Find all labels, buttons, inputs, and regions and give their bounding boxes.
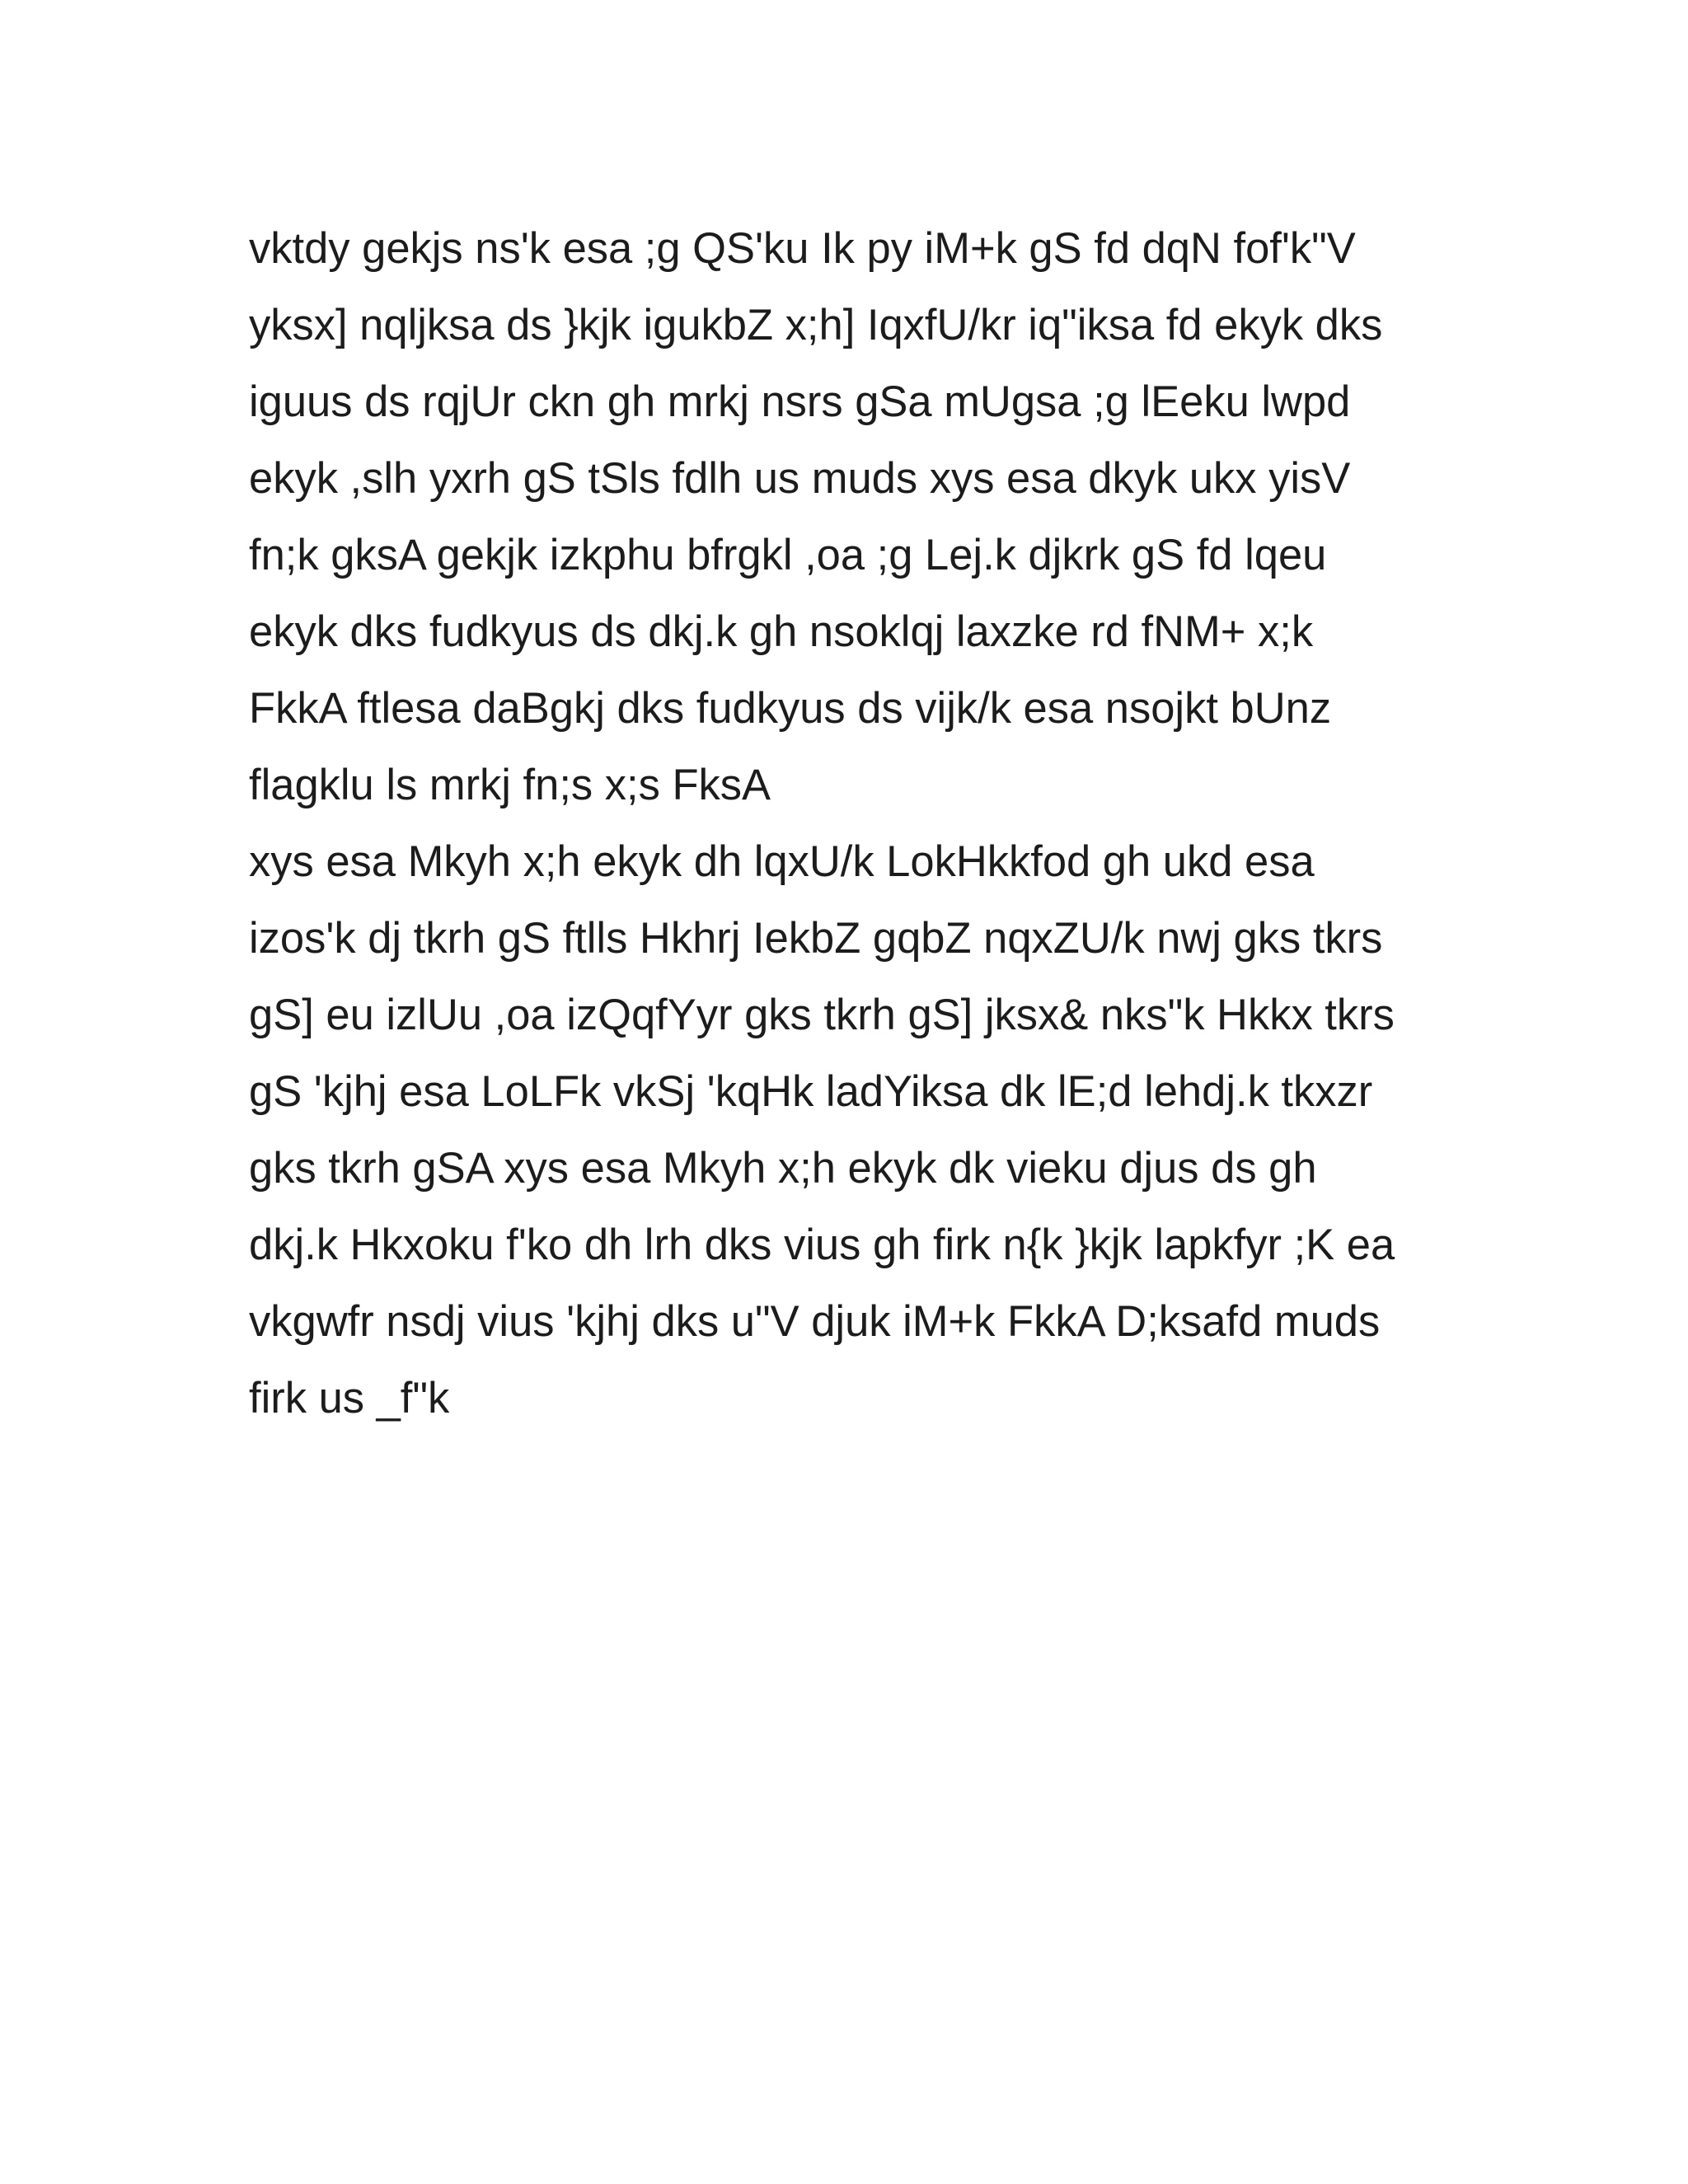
text-line-1: vktdy gekjs ns'k esa ;g QS'ku Ik py iM+k gS fd dqN fof'k"V xyxy=(249,224,1356,273)
text-line-10: izos'k dj tkrh gS ftlls Hkhrj IekbZ gqbZ nqxZU/k nwj gks tkrs xyxy=(249,914,1383,963)
text-line-15: vkgwfr nsdj vius 'kjhj dks u"V djuk iM+k FkkA D;ksafd muds xyxy=(249,1297,1381,1346)
text-line-4: ekyk ,slh yxrh gS tSls fdlh us muds xys esa dkyk ukx yisV xyxy=(249,454,1351,503)
text-line-7: FkkA ftlesa daBgkj dks fudkyus ds vijk/k esa nsojkt bUnz xyxy=(249,684,1332,733)
text-line-8: flagklu ls mrkj fn;s x;s FksA xyxy=(249,761,771,809)
text-line-3: iguus ds rqjUr ckn gh mrkj nsrs gSa mUgsa ;g lEeku lwpd xyxy=(249,377,1351,426)
text-line-9: xys esa Mkyh x;h ekyk dh lqxU/k LokHkkfod gh ukd esa xyxy=(249,837,1315,886)
text-line-5: fn;k gksA gekjk izkphu bfrgkl ,oa ;g Lej.k djkrk gS fd lqeu xyxy=(249,531,1327,579)
text-line-12: gS 'kjhj esa LoLFk vkSj 'kqHk ladYiksa dk lE;d lehdj.k tkxzr xyxy=(249,1067,1373,1116)
text-line-13: gks tkrh gSA xys esa Mkyh x;h ekyk dk vieku djus ds gh xyxy=(249,1144,1317,1193)
text-line-11: gS] eu izlUu ,oa izQqfYyr gks tkrh gS] jksx& nks"k Hkkx tkrs xyxy=(249,991,1395,1039)
text-line-6: ekyk dks fudkyus ds dkj.k gh nsoklqj laxzke rd fNM+ x;k xyxy=(249,607,1314,656)
text-line-14: dkj.k Hkxoku f'ko dh lrh dks vius gh firk n{k }kjk lapkfyr ;K ea xyxy=(249,1221,1395,1269)
text-line-16: firk us _f"k xyxy=(249,1374,450,1422)
body-text xyxy=(249,224,1485,1451)
text-line-2: yksx] nqljksa ds }kjk igukbZ x;h] IqxfU/kr iq"iksa fd ekyk dks xyxy=(249,301,1383,349)
